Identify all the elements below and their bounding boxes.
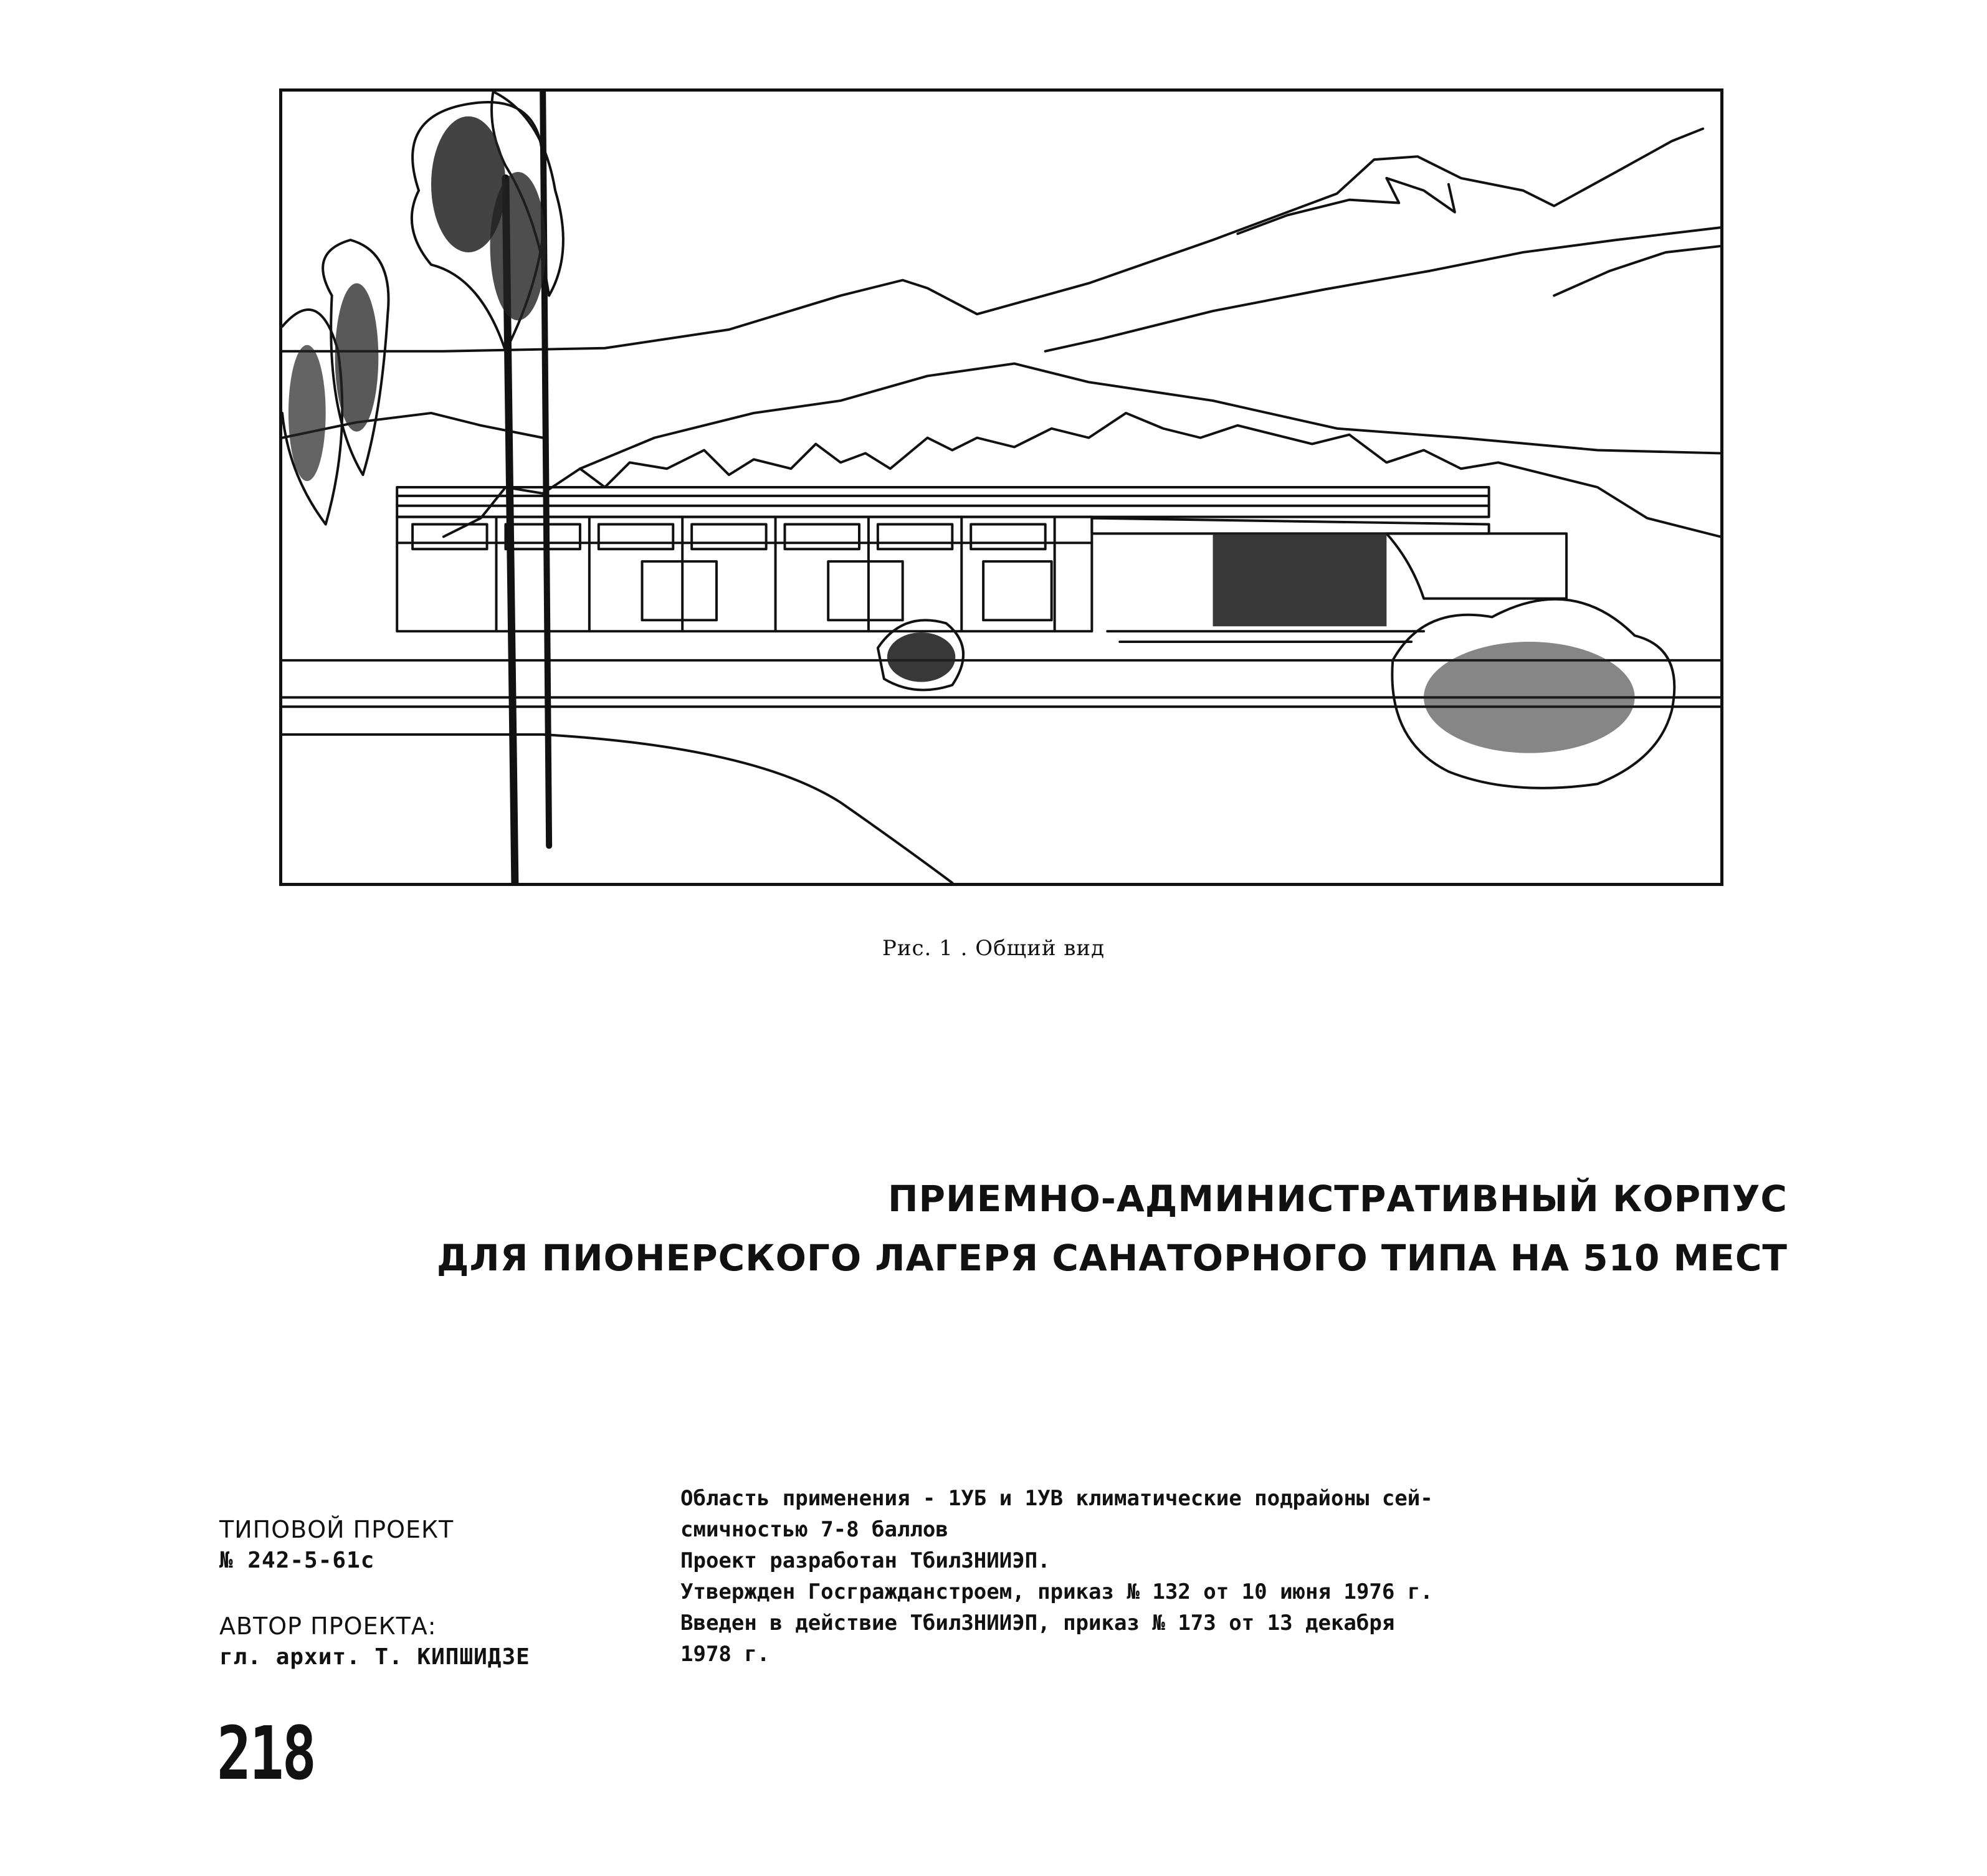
info-line: Область применения - 1УБ и 1УВ климатические подрайоны сей- — [680, 1486, 1433, 1511]
figure-caption: Рис. 1 . Общий вид — [882, 936, 1105, 961]
info-line: Проект разработан ТбилЗНИИЭП. — [680, 1548, 1051, 1573]
info-line: Введен в действие ТбилЗНИИЭП, приказ № 173 от 13 декабря — [680, 1611, 1395, 1636]
project-number: № 242-5-61с — [219, 1548, 375, 1573]
landscape-drawing — [282, 92, 1720, 883]
page-number: 218 — [217, 1710, 315, 1796]
info-line: Утвержден Госгражданстроем, приказ № 132 от 10 июня 1976 г. — [680, 1579, 1433, 1604]
building-roof — [397, 487, 1489, 517]
building-facade — [397, 517, 1092, 632]
mountain-foothill — [580, 364, 1720, 469]
path-curve — [282, 735, 952, 883]
author-label: АВТОР ПРОЕКТА: — [219, 1612, 437, 1640]
project-label: ТИПОВОЙ ПРОЕКТ — [219, 1516, 454, 1543]
author-block — [219, 1611, 530, 1673]
document-title-line-1: ПРИЕМНО-АДМИНИСТРАТИВНЫЙ КОРПУС — [888, 1178, 1788, 1220]
info-line: 1978 г. — [680, 1642, 770, 1667]
project-block — [219, 1514, 454, 1576]
stone-panel — [983, 561, 1052, 620]
entrance-canopy — [1092, 518, 1489, 534]
stone-panel — [642, 561, 716, 620]
entrance-wall — [1386, 533, 1566, 598]
info-line: смичностью 7-8 баллов — [680, 1517, 948, 1542]
stone-panel — [828, 561, 902, 620]
general-view-illustration — [279, 88, 1723, 886]
project-info — [680, 1483, 1590, 1670]
document-title-line-2: ДЛЯ ПИОНЕРСКОГО ЛАГЕРЯ САНАТОРНОГО ТИПА НА 510 МЕСТ — [436, 1237, 1788, 1279]
mountain-right-peak — [1554, 246, 1720, 295]
entrance-steps — [1107, 631, 1424, 642]
mountain-slope — [1046, 227, 1720, 351]
author-name: гл. архит. Т. КИПШИДЗЕ — [219, 1644, 530, 1670]
